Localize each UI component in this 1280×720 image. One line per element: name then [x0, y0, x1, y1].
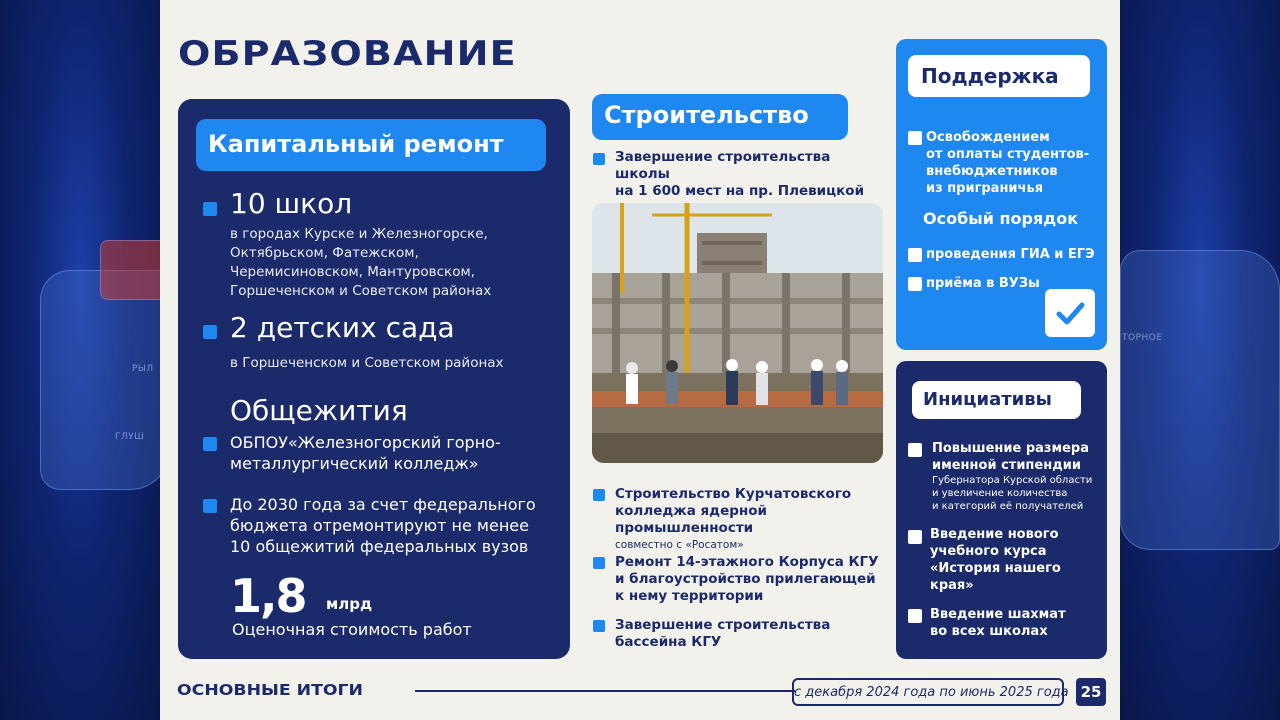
bullet-square — [593, 489, 605, 501]
map-label: ГЛУШ — [115, 432, 145, 442]
support-item-admission: приёма в ВУЗы — [926, 276, 1040, 291]
dormitory-college-item: ОБПОУ«Железногорский горно- металлургический колледж» — [230, 433, 501, 473]
dormitories-heading: Общежития — [230, 394, 408, 427]
construction-heading: Строительство — [592, 94, 848, 140]
map-highlight-shape — [100, 240, 160, 300]
support-heading: Поддержка — [908, 55, 1090, 97]
checkmark-icon — [1045, 289, 1095, 337]
schools-heading: 10 школ — [230, 187, 353, 220]
construction-item-kgu-building: Ремонт 14-этажного Корпуса КГУ и благоустройство прилегающей к нему территории — [615, 554, 879, 604]
bullet-square — [203, 325, 217, 339]
kindergartens-description: в Горшеченском и Советском районах — [230, 355, 504, 371]
initiative-item-note: Губернатора Курской области и увеличение количества и категорий её получателей — [932, 475, 1093, 512]
slide — [160, 0, 1120, 720]
construction-photo-illustration — [592, 203, 883, 463]
initiatives-heading: Инициативы — [912, 381, 1081, 419]
construction-item-pool: Завершение строительства бассейна КГУ — [615, 617, 831, 650]
bullet-square — [593, 557, 605, 569]
initiative-item-scholarship: Повышение размера именной стипендии Губернатора Курской области и увеличение количества и категорий её получателей — [932, 441, 1093, 512]
checkbox-icon — [908, 609, 922, 623]
cost-unit: млрд — [326, 595, 373, 613]
construction-item-school: Завершение строительства школы на 1 600 мест на пр. Плевицкой — [615, 149, 885, 217]
background-map-left — [0, 0, 160, 720]
page-number: 25 — [1076, 678, 1106, 706]
map-label: РЫЛ — [132, 364, 154, 374]
special-procedure-heading: Особый порядок — [923, 209, 1079, 228]
checkbox-icon — [908, 131, 922, 145]
bullet-square — [593, 620, 605, 632]
map-label: ТОРНОЕ — [1122, 333, 1163, 343]
kindergartens-heading: 2 детских сада — [230, 311, 455, 344]
period-label: с декабря 2024 года по июнь 2025 года — [792, 678, 1064, 706]
bullet-square — [203, 202, 217, 216]
support-item-exemption: Освобождением от оплаты студентов- внебюджетников из приграничья — [926, 130, 1090, 196]
capital-repair-panel — [178, 99, 570, 659]
page-title: ОБРАЗОВАНИЕ — [178, 34, 517, 74]
cost-amount: 1,8 — [230, 569, 306, 623]
bullet-square — [203, 499, 217, 513]
federal-dormitories-item: До 2030 года за счет федерального бюджета отремонтируют не менее 10 общежитий федеральных вузов — [230, 495, 536, 556]
map-region-shape — [1120, 250, 1280, 550]
background-map-right — [1120, 0, 1280, 720]
bullet-square — [203, 437, 217, 451]
support-panel — [896, 39, 1107, 350]
map-region-shape — [40, 270, 160, 490]
construction-item-note: совместно с «Росатом» — [615, 539, 744, 551]
support-item-exams: проведения ГИА и ЕГЭ — [926, 247, 1095, 262]
checkbox-icon — [908, 530, 922, 544]
checkbox-icon — [908, 277, 922, 291]
initiative-item-history-course: Введение нового учебного курса «История нашего края» — [930, 527, 1061, 593]
construction-site-photo — [592, 203, 883, 463]
schools-description: в городах Курске и Железногорске, Октябрьском, Фатежском, Черемисиновском, Мантуровском, Горшеченском и Советском районах — [230, 226, 492, 299]
footer-title: ОСНОВНЫЕ ИТОГИ — [177, 681, 363, 699]
initiative-item-chess: Введение шахмат во всех школах — [930, 607, 1066, 639]
construction-item-college: Строительство Курчатовского колледжа ядерной промышленности совместно с «Росатом» — [615, 486, 890, 554]
footer-divider — [415, 690, 795, 692]
initiatives-panel — [896, 361, 1107, 659]
checkbox-icon — [908, 443, 922, 457]
bullet-square — [593, 153, 605, 165]
cost-caption: Оценочная стоимость работ — [232, 620, 472, 639]
capital-repair-heading: Капитальный ремонт — [196, 119, 546, 171]
checkbox-icon — [908, 248, 922, 262]
